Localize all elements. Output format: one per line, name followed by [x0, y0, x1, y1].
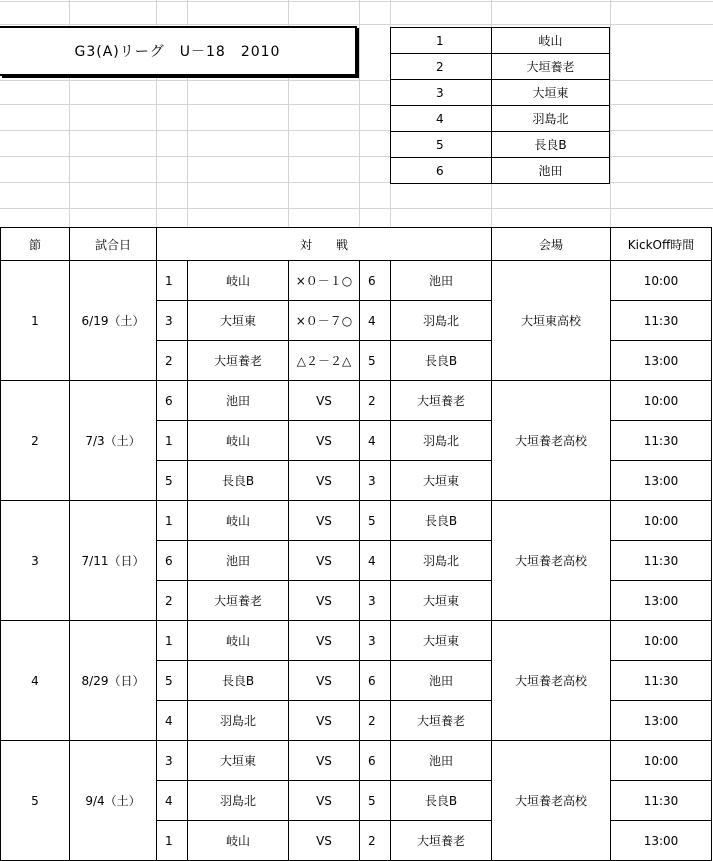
away-team: 大垣東 — [391, 461, 492, 501]
away-team-number: 3 — [360, 621, 391, 661]
venue: 大垣養老高校 — [492, 381, 611, 501]
home-team: 羽島北 — [188, 781, 289, 821]
home-team: 岐山 — [188, 821, 289, 861]
away-team-number: 4 — [360, 541, 391, 581]
home-team: 長良B — [188, 661, 289, 701]
kickoff-time: 10:00 — [611, 381, 712, 421]
team-name: 池田 — [492, 158, 610, 184]
away-team: 大垣東 — [391, 581, 492, 621]
home-team-number: 5 — [157, 661, 188, 701]
home-team-number: 2 — [157, 341, 188, 381]
away-team-number: 2 — [360, 821, 391, 861]
match-result: ×０－１○ — [289, 261, 360, 301]
team-number: 3 — [391, 80, 492, 106]
home-team: 岐山 — [188, 421, 289, 461]
team-name: 岐山 — [492, 28, 610, 54]
away-team: 池田 — [391, 261, 492, 301]
match-result: VS — [289, 741, 360, 781]
home-team: 大垣養老 — [188, 341, 289, 381]
home-team: 大垣東 — [188, 301, 289, 341]
league-title: G3(A)リーグ U－18 2010 — [0, 26, 357, 76]
header-date: 試合日 — [70, 228, 157, 261]
venue: 大垣養老高校 — [492, 501, 611, 621]
match-result: VS — [289, 781, 360, 821]
match-result: ×０－７○ — [289, 301, 360, 341]
kickoff-time: 11:30 — [611, 661, 712, 701]
match-result: VS — [289, 621, 360, 661]
team-row — [391, 132, 610, 158]
team-row — [391, 28, 610, 54]
away-team-number: 2 — [360, 381, 391, 421]
team-name: 大垣東 — [492, 80, 610, 106]
away-team: 羽島北 — [391, 421, 492, 461]
schedule-table — [0, 227, 712, 861]
away-team: 長良B — [391, 501, 492, 541]
away-team-number: 6 — [360, 741, 391, 781]
away-team: 大垣養老 — [391, 701, 492, 741]
home-team: 大垣養老 — [188, 581, 289, 621]
away-team-number: 3 — [360, 581, 391, 621]
kickoff-time: 13:00 — [611, 581, 712, 621]
match-date: 6/19（土） — [70, 261, 157, 381]
home-team-number: 1 — [157, 501, 188, 541]
away-team-number: 6 — [360, 261, 391, 301]
match-row — [1, 501, 712, 541]
round-number: 1 — [1, 261, 70, 381]
home-team-number: 2 — [157, 581, 188, 621]
away-team: 池田 — [391, 741, 492, 781]
venue: 大垣養老高校 — [492, 621, 611, 741]
match-result: △２－２△ — [289, 341, 360, 381]
home-team-number: 3 — [157, 741, 188, 781]
kickoff-time: 11:30 — [611, 781, 712, 821]
kickoff-time: 11:30 — [611, 301, 712, 341]
header-kickoff: KickOff時間 — [611, 228, 712, 261]
home-team: 岐山 — [188, 261, 289, 301]
home-team-number: 1 — [157, 621, 188, 661]
home-team-number: 6 — [157, 541, 188, 581]
away-team: 長良B — [391, 781, 492, 821]
venue: 大垣東高校 — [492, 261, 611, 381]
away-team: 大垣養老 — [391, 381, 492, 421]
match-result: VS — [289, 541, 360, 581]
away-team: 羽島北 — [391, 541, 492, 581]
kickoff-time: 10:00 — [611, 501, 712, 541]
away-team: 大垣養老 — [391, 821, 492, 861]
round-number: 3 — [1, 501, 70, 621]
away-team-number: 4 — [360, 301, 391, 341]
schedule-header-row — [1, 228, 712, 261]
kickoff-time: 13:00 — [611, 701, 712, 741]
home-team-number: 1 — [157, 261, 188, 301]
header-match: 対 戦 — [157, 228, 492, 261]
away-team: 長良B — [391, 341, 492, 381]
team-number: 5 — [391, 132, 492, 158]
home-team-number: 4 — [157, 781, 188, 821]
match-row — [1, 261, 712, 301]
round-number: 4 — [1, 621, 70, 741]
round-number: 2 — [1, 381, 70, 501]
team-row — [391, 106, 610, 132]
team-number: 1 — [391, 28, 492, 54]
kickoff-time: 11:30 — [611, 421, 712, 461]
match-row — [1, 381, 712, 421]
home-team: 池田 — [188, 381, 289, 421]
round-number: 5 — [1, 741, 70, 861]
away-team-number: 5 — [360, 341, 391, 381]
kickoff-time: 10:00 — [611, 741, 712, 781]
home-team: 大垣東 — [188, 741, 289, 781]
match-date: 7/11（日） — [70, 501, 157, 621]
away-team: 池田 — [391, 661, 492, 701]
venue: 大垣養老高校 — [492, 741, 611, 861]
kickoff-time: 11:30 — [611, 541, 712, 581]
match-date: 9/4（土） — [70, 741, 157, 861]
team-list-table — [390, 27, 610, 184]
team-row — [391, 158, 610, 184]
match-result: VS — [289, 661, 360, 701]
home-team: 長良B — [188, 461, 289, 501]
match-row — [1, 621, 712, 661]
away-team-number: 5 — [360, 501, 391, 541]
home-team-number: 4 — [157, 701, 188, 741]
home-team: 岐山 — [188, 621, 289, 661]
home-team: 岐山 — [188, 501, 289, 541]
match-result: VS — [289, 581, 360, 621]
match-date: 8/29（日） — [70, 621, 157, 741]
team-name: 大垣養老 — [492, 54, 610, 80]
away-team-number: 2 — [360, 701, 391, 741]
team-row — [391, 54, 610, 80]
match-result: VS — [289, 461, 360, 501]
kickoff-time: 13:00 — [611, 341, 712, 381]
match-result: VS — [289, 821, 360, 861]
team-number: 2 — [391, 54, 492, 80]
kickoff-time: 10:00 — [611, 621, 712, 661]
match-result: VS — [289, 381, 360, 421]
away-team-number: 3 — [360, 461, 391, 501]
away-team-number: 4 — [360, 421, 391, 461]
away-team-number: 5 — [360, 781, 391, 821]
home-team-number: 3 — [157, 301, 188, 341]
away-team-number: 6 — [360, 661, 391, 701]
away-team: 羽島北 — [391, 301, 492, 341]
team-number: 6 — [391, 158, 492, 184]
match-row — [1, 741, 712, 781]
header-venue: 会場 — [492, 228, 611, 261]
home-team-number: 6 — [157, 381, 188, 421]
team-name: 長良B — [492, 132, 610, 158]
header-round: 節 — [1, 228, 70, 261]
kickoff-time: 13:00 — [611, 461, 712, 501]
kickoff-time: 13:00 — [611, 821, 712, 861]
home-team: 池田 — [188, 541, 289, 581]
kickoff-time: 10:00 — [611, 261, 712, 301]
match-result: VS — [289, 501, 360, 541]
team-number: 4 — [391, 106, 492, 132]
match-result: VS — [289, 701, 360, 741]
home-team: 羽島北 — [188, 701, 289, 741]
match-date: 7/3（土） — [70, 381, 157, 501]
home-team-number: 1 — [157, 821, 188, 861]
match-result: VS — [289, 421, 360, 461]
team-name: 羽島北 — [492, 106, 610, 132]
home-team-number: 1 — [157, 421, 188, 461]
away-team: 大垣東 — [391, 621, 492, 661]
home-team-number: 5 — [157, 461, 188, 501]
team-row — [391, 80, 610, 106]
